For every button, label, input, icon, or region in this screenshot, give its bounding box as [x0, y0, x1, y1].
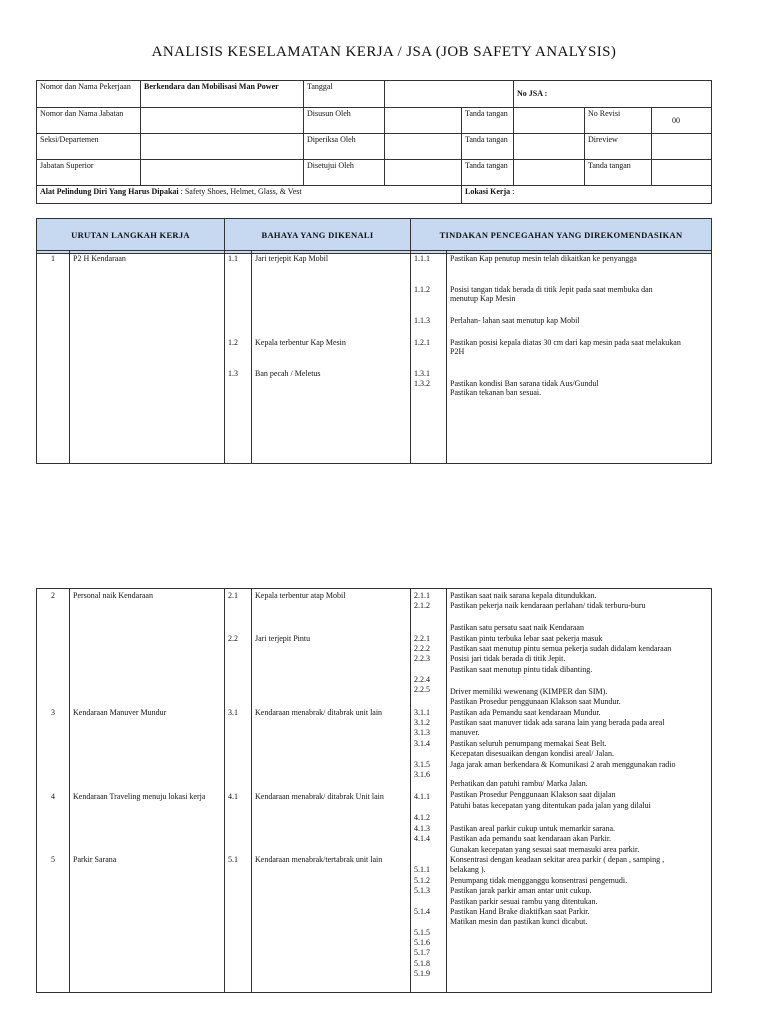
action-number-cell [411, 589, 447, 993]
signature-value-4[interactable] [652, 160, 712, 186]
action-text: Matikan mesin dan pastikan kunci dicabut. [450, 917, 588, 926]
ppe-row [37, 186, 462, 204]
date-value[interactable] [385, 81, 514, 108]
action-number: 2.2.4 [414, 675, 430, 684]
action-text: Pastikan jarak parkir aman antar unit cukup. [450, 886, 592, 895]
action-text: Pastikan seluruh penumpang memakai Seat Belt. [450, 739, 607, 748]
action-number: 1.1.2 [414, 285, 430, 294]
hazard-number: 3.1 [228, 708, 238, 717]
step-number-cell [37, 589, 70, 993]
date-label: Tanggal [304, 81, 385, 108]
revision-number-value[interactable]: 00 [652, 108, 712, 134]
action-number: 1.1.1 [414, 254, 430, 263]
step-number: 2 [51, 591, 55, 600]
hazard-text: Ban pecah / Meletus [255, 369, 321, 378]
step-name: Kendaraan Manuver Mundur [73, 708, 167, 717]
hazard-number-cell [225, 589, 252, 993]
action-number: 1.3.1 [414, 369, 430, 378]
action-number: 5.1.8 [414, 959, 430, 968]
hazard-number: 2.1 [228, 591, 238, 600]
action-text: Pastikan Prosedur penggunaan Klakson saat Mundur. [450, 697, 621, 706]
step-name: Parkir Sarana [73, 855, 117, 864]
action-text: Pastikan Kap penutup mesin telah dikaitkan ke penyangga [450, 254, 637, 263]
step-number: 1 [51, 254, 55, 263]
action-number-cell [411, 251, 447, 464]
action-number: 3.1.4 [414, 739, 430, 748]
action-number: 5.1.7 [414, 948, 430, 957]
action-text: Pastikan saat naik sarana kepala ditundukkan. [450, 591, 597, 600]
action-number: 3.1.1 [414, 708, 430, 717]
superior-position-label: Jabatan Superior [37, 160, 141, 186]
action-text-cell [447, 589, 712, 993]
action-text: Jaga jarak aman berkendara & Komunikasi 2 arah menggunakan radio [450, 760, 676, 769]
action-text: Gunakan kecepatan yang sesuai saat memasuki area parkir. [450, 845, 640, 854]
steps-table-part-1 [36, 250, 712, 464]
work-location-row [462, 186, 712, 204]
action-text-cell [447, 251, 712, 464]
action-number: 5.1.4 [414, 907, 430, 916]
action-number: 2.2.5 [414, 685, 430, 694]
table-row [37, 589, 712, 993]
job-number-name-value[interactable]: Berkendara dan Mobilisasi Man Power [141, 81, 304, 108]
hazard-text-cell [252, 589, 411, 993]
action-number: 3.1.5 [414, 760, 430, 769]
reviewed-value[interactable] [652, 134, 712, 160]
action-number: 2.2.2 [414, 644, 430, 653]
hazard-number-cell [225, 251, 252, 464]
action-text: Penumpang tidak mengganggu konsentrasi pengemudi. [450, 876, 628, 885]
action-number: 2.2.1 [414, 634, 430, 643]
job-number-name-label: Nomor dan Nama Pekerjaan [37, 81, 141, 108]
action-text: Driver memiliki wewenang (KIMPER dan SIM). [450, 687, 608, 696]
hazard-text: Kepala terbentur Kap Mesin [255, 338, 346, 347]
jsa-number-label: No JSA : [514, 81, 712, 108]
hazard-number: 1.3 [228, 369, 238, 378]
hazard-text: Jari terjepit Kap Mobil [255, 254, 329, 263]
column-header-work-steps: URUTAN LANGKAH KERJA [37, 219, 225, 254]
action-number: 4.1.1 [414, 792, 430, 801]
action-text: Pastikan Hand Brake diaktifkan saat Parkir. [450, 907, 590, 916]
action-text: Pastikan areal parkir cukup untuk memarkir sarana. [450, 824, 616, 833]
checked-by-label: Diperiksa Oleh [304, 134, 385, 160]
approved-by-value[interactable] [385, 160, 462, 186]
action-number: 2.2.3 [414, 654, 430, 663]
section-department-label: Seksi/Departemen [37, 134, 141, 160]
action-text: manuver. [450, 728, 480, 737]
section-department-value[interactable] [141, 134, 304, 160]
action-text: Pastikan satu persatu saat naik Kendaraan [450, 623, 584, 632]
action-number: 3.1.2 [414, 718, 430, 727]
action-number: 5.1.6 [414, 938, 430, 947]
action-number: 4.1.2 [414, 813, 430, 822]
hazard-text: Kepala terbentur atap Mobil [255, 591, 346, 600]
action-number: 3.1.3 [414, 728, 430, 737]
action-text: Posisi jari tidak berada di titik Jepit. [450, 654, 566, 663]
prepared-by-value[interactable] [385, 108, 462, 134]
table-row [37, 251, 712, 464]
action-text: Pastikan pintu terbuka lebar saat pekerja masuk [450, 634, 603, 643]
step-name: P2 H Kendaraan [73, 254, 126, 263]
action-text: Konsentrasi dengan keadaan sekitar area parkir ( depan , samping , [450, 855, 665, 864]
approved-by-label: Disetujui Oleh [304, 160, 385, 186]
action-text: Posisi tangan tidak berada di titik Jepit pada saat membuka dan [450, 285, 653, 294]
signature-value-1[interactable] [514, 108, 585, 134]
action-text: Pastikan saat menutup pintu tidak dibanting. [450, 665, 593, 674]
action-text: menutup Kap Mesin [450, 294, 516, 303]
action-text: Pastikan posisi kepala diatas 30 cm dari kap mesin pada saat melakukan [450, 338, 681, 347]
steps-header-table [36, 218, 712, 254]
hazard-number: 1.1 [228, 254, 238, 263]
hazard-number: 1.2 [228, 338, 238, 347]
action-text: Pastikan saat manuver tidak ada sarana lain yang berada pada areal [450, 718, 665, 727]
action-number: 2.1.2 [414, 601, 430, 610]
signature-value-2[interactable] [514, 134, 585, 160]
signature-label-4: Tanda tangan [585, 160, 652, 186]
step-name-cell [70, 589, 225, 993]
action-text: Pastikan pekerja naik kendaraan perlahan/ tidak terburu-buru [450, 601, 646, 610]
action-number: 5.1.5 [414, 928, 430, 937]
action-number: 2.1.1 [414, 591, 430, 600]
step-name-cell [70, 251, 225, 464]
action-number: 3.1.6 [414, 770, 430, 779]
action-text: Pastikan tekanan ban sesuai. [450, 388, 542, 397]
work-location-label: Lokasi Kerja [465, 187, 511, 196]
hazard-text: Kendaraan menabrak/ ditabrak unit lain [255, 708, 383, 717]
action-text: Pastikan Prosedur Penggunaan Klakson saat dijalan [450, 790, 616, 799]
step-number: 4 [51, 792, 55, 801]
step-name: Personal naik Kendaraan [73, 591, 153, 600]
ppe-label: Alat Pelindung Diri Yang Harus Dipakai [40, 187, 179, 196]
jsa-info-table [36, 80, 712, 204]
action-text: Pastikan ada pemandu saat kendaraan akan Parkir. [450, 834, 612, 843]
hazard-text-cell [252, 251, 411, 464]
action-text: Perhatikan dan patuhi rambu/ Marka Jalan. [450, 779, 588, 788]
action-text: Pastikan ada Pemandu saat kendaraan Mundur. [450, 708, 601, 717]
position-number-name-label: Nomor dan Nama Jabatan [37, 108, 141, 134]
checked-by-value[interactable] [385, 134, 462, 160]
revision-number-label: No Revisi [585, 108, 652, 134]
column-header-actions: TINDAKAN PENCEGAHAN YANG DIREKOMENDASIKAN [411, 219, 712, 254]
hazard-text: Jari terjepit Pintu [255, 634, 311, 643]
action-number: 5.1.2 [414, 876, 430, 885]
step-number: 5 [51, 855, 55, 864]
prepared-by-label: Disusun Oleh [304, 108, 385, 134]
action-text: Perlahan- lahan saat menutup kap Mobil [450, 316, 580, 325]
hazard-number: 5.1 [228, 855, 238, 864]
position-number-name-value[interactable] [141, 108, 304, 134]
step-number-cell [37, 251, 70, 464]
ppe-value[interactable]: : Safety Shoes, Helmet, Glass, & Vest [178, 187, 302, 196]
action-text: Pastikan kondisi Ban sarana tidak Aus/Gundul [450, 379, 599, 388]
action-text: P2H [450, 347, 465, 356]
step-name: Kendaraan Traveling menuju lokasi kerja [73, 792, 206, 801]
reviewed-label: Direview [585, 134, 652, 160]
action-number: 5.1.3 [414, 886, 430, 895]
signature-label-3: Tanda tangan [462, 160, 514, 186]
action-text: Pastikan parkir sesuai rambu yang ditentukan. [450, 897, 598, 906]
hazard-number: 2.2 [228, 634, 238, 643]
signature-label-1: Tanda tangan [462, 108, 514, 134]
action-number: 1.2.1 [414, 338, 430, 347]
superior-position-value[interactable] [141, 160, 304, 186]
work-location-value[interactable]: : [510, 187, 515, 196]
hazard-number: 4.1 [228, 792, 238, 801]
action-number: 1.1.3 [414, 316, 430, 325]
action-number: 4.1.4 [414, 834, 430, 843]
action-number: 5.1.9 [414, 969, 430, 978]
step-number: 3 [51, 708, 55, 717]
signature-value-3[interactable] [514, 160, 585, 186]
steps-table-part-2 [36, 588, 712, 993]
action-number: 1.3.2 [414, 379, 430, 388]
action-text: Kecepatan disesuaikan dengan kondisi areal/ Jalan. [450, 749, 614, 758]
column-header-hazards: BAHAYA YANG DIKENALI [225, 219, 411, 254]
action-number: 5.1.1 [414, 865, 430, 874]
document-title: ANALISIS KESELAMATAN KERJA / JSA (JOB SAFETY ANALYSIS) [151, 44, 617, 60]
hazard-text: Kendaraan menabrak/ ditabrak Unit lain [255, 792, 384, 801]
action-number: 4.1.3 [414, 824, 430, 833]
action-text: belakang ). [450, 865, 486, 874]
hazard-text: Kendaraan menabrak/tertabrak unit lain [255, 855, 383, 864]
action-text: Patuhi batas kecepatan yang ditentukan pada jalan yang dilalui [450, 801, 651, 810]
action-text: Pastikan saat menutup pintu semua pekerja sudah didalam kendaraan [450, 644, 672, 653]
signature-label-2: Tanda tangan [462, 134, 514, 160]
